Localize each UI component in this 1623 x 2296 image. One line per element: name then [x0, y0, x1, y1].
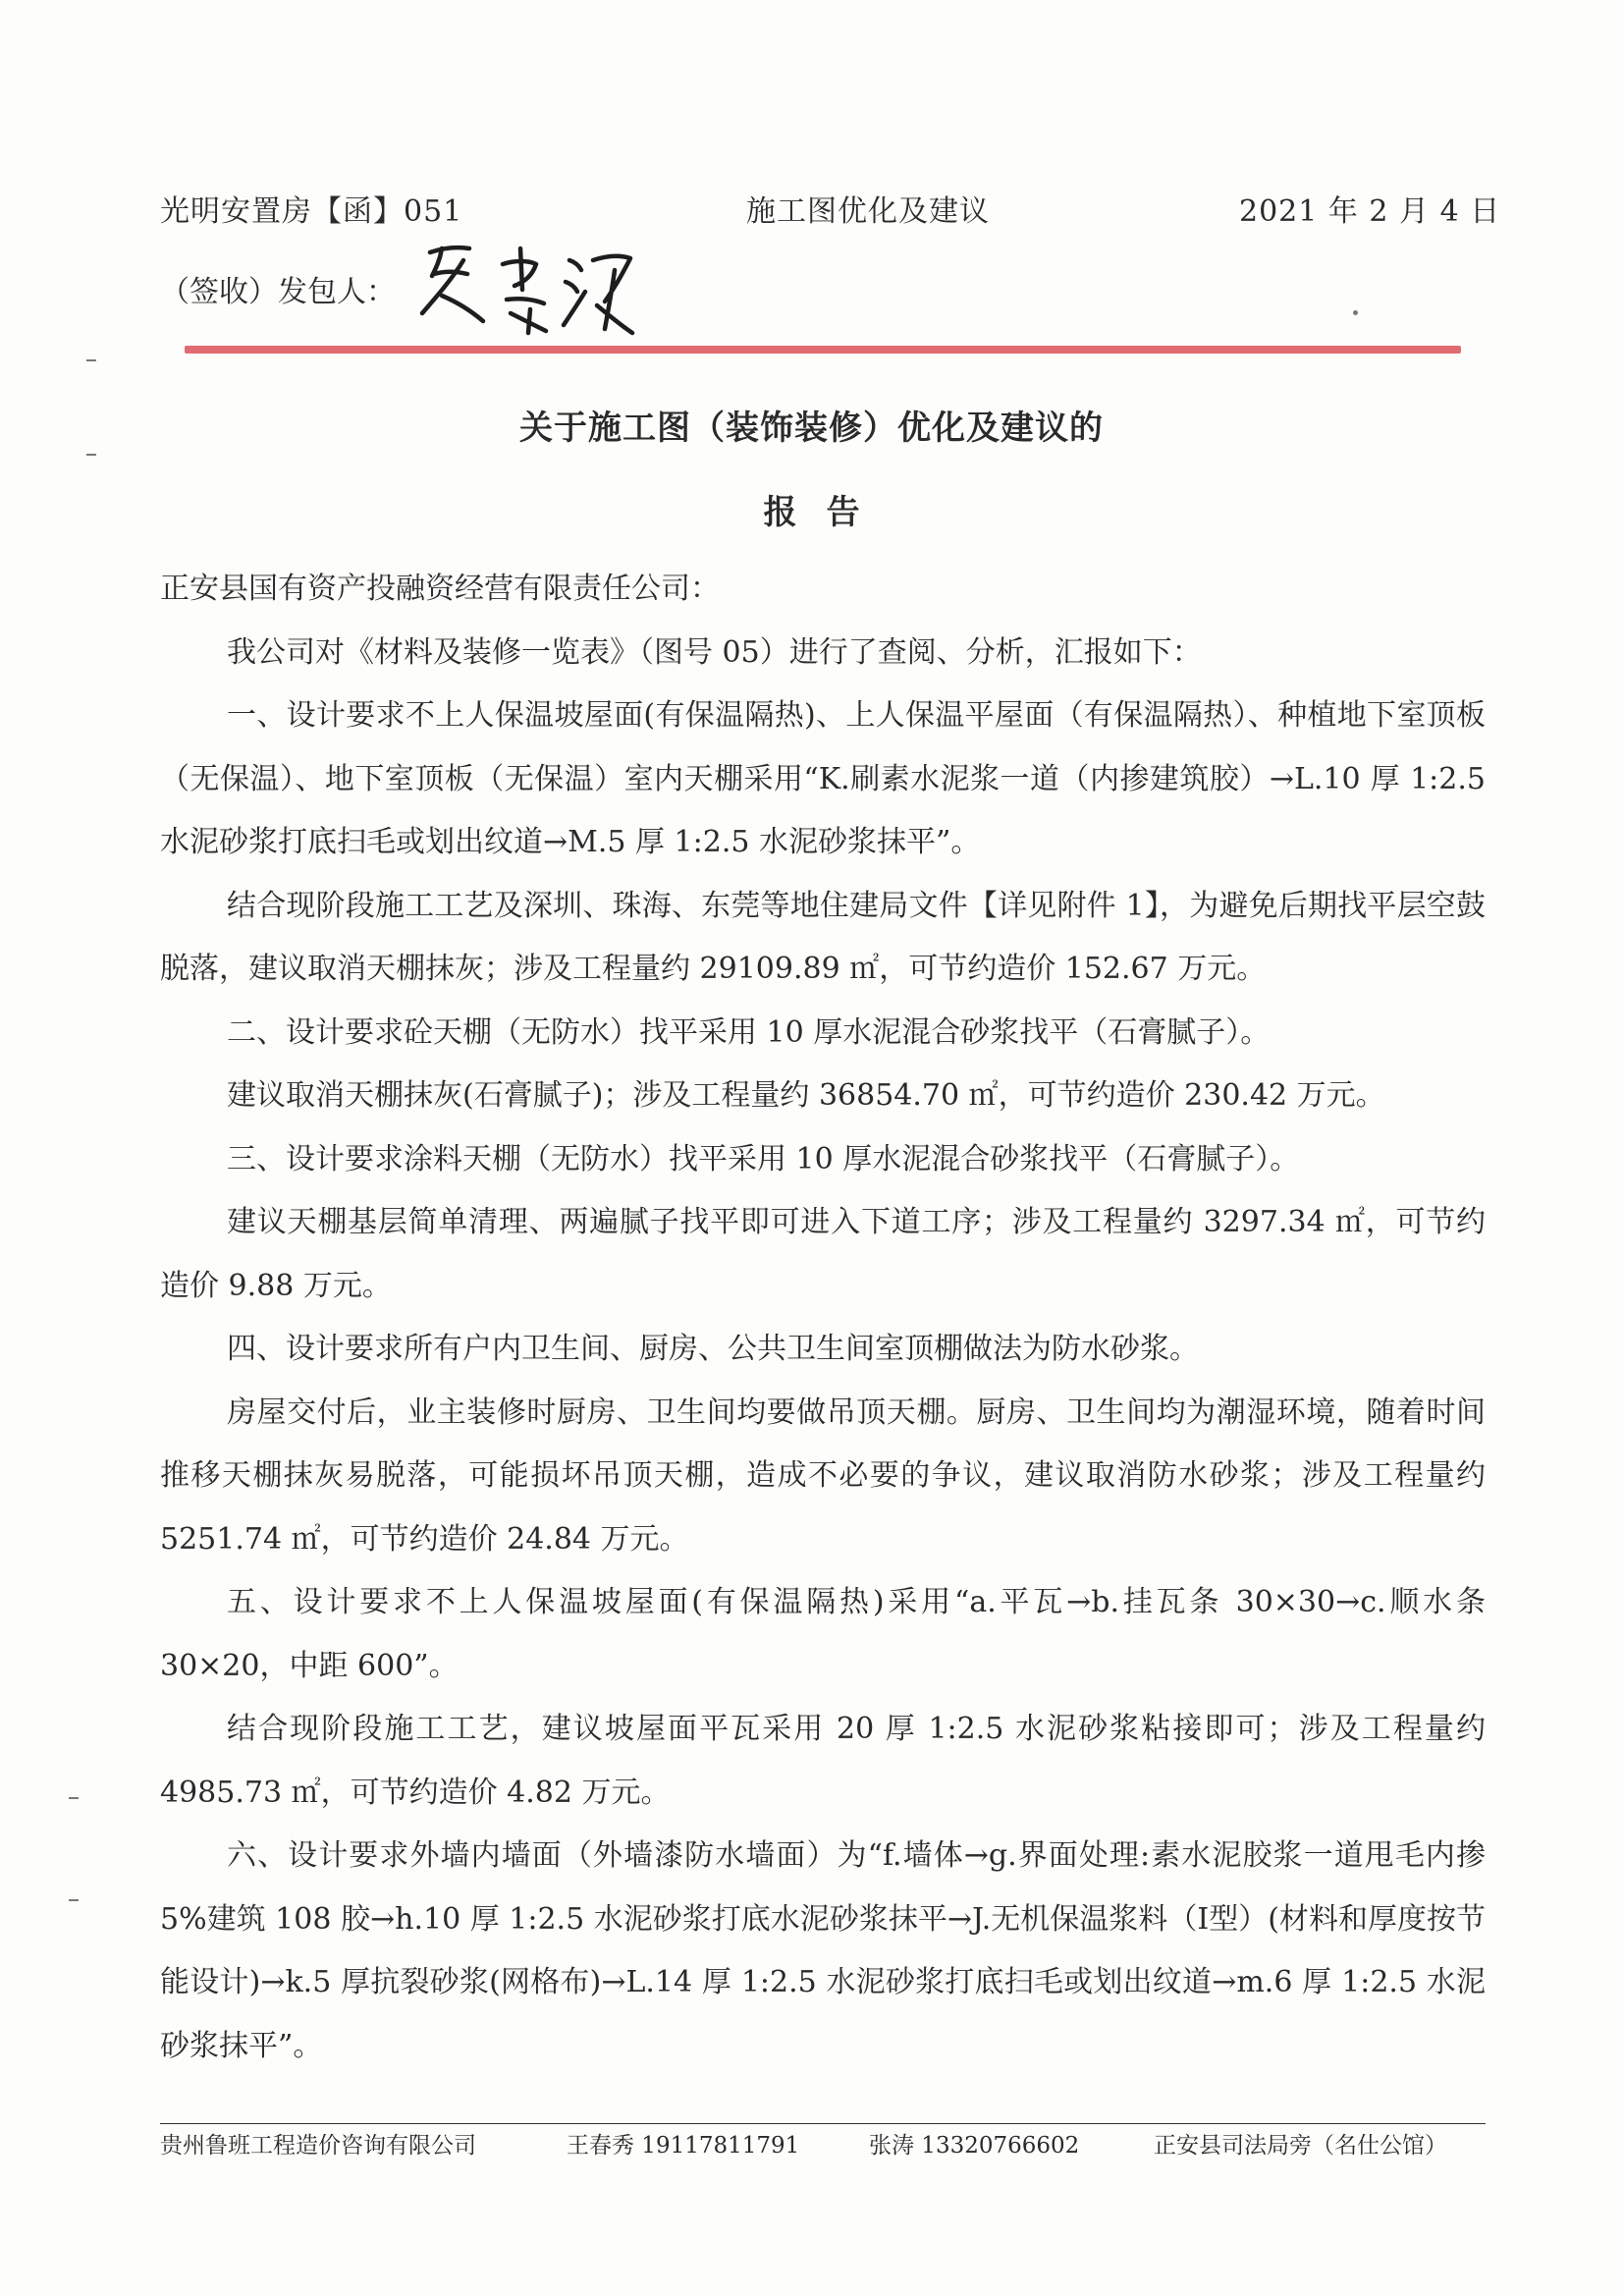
paragraph: 我公司对《材料及装修一览表》（图号 05）进行了查阅、分析，汇报如下： [227, 634, 1202, 670]
paragraph: 五、设计要求不上人保温坡屋面(有保温隔热)采用“a.平瓦→b.挂瓦条 30×30→c.顺水条 30×20，中距 600”。 [160, 1585, 1486, 1683]
scan-mark [69, 1797, 79, 1799]
report-body [160, 558, 1486, 2078]
paragraph: 三、设计要求涂料天棚（无防水）找平采用 10 厚水泥混合砂浆找平（石膏腻子）。 [227, 1141, 1300, 1176]
report-title-sub: 报告 [763, 493, 890, 532]
paragraph: 结合现阶段施工工艺，建议坡屋面平瓦采用 20 厚 1:2.5 水泥砂浆粘接即可；涉及工程量约 4985.73 ㎡，可节约造价 4.82 万元。 [160, 1712, 1486, 1810]
addressee: 正安县国有资产投融资经营有限责任公司： [160, 572, 720, 606]
paragraph: 建议取消天棚抹灰(石膏腻子)；涉及工程量约 36854.70 ㎡，可节约造价 230.42 万元。 [227, 1078, 1385, 1113]
paragraph: 六、设计要求外墙内墙面（外墙漆防水墙面）为“f.墙体→g.界面处理:素水泥胶浆一道甩毛内掺 5%建筑 108 胶→h.10 厚 1:2.5 水泥砂浆打底水泥砂浆抹平→J.无机保温浆料（Ⅰ型）(材料和厚度按节能设计)→k.5 厚抗裂砂浆(网格布)→L.14 厚 1:2.5 水泥砂浆打底扫毛或划出纹道→m.6 厚 1:2.5 水泥砂浆抹平”。 [160, 1838, 1486, 2063]
footer-address: 正安县司法局旁（名仕公馆） [1154, 2133, 1447, 2159]
report-title: 关于施工图（装饰装修）优化及建议的 [519, 409, 1104, 448]
scan-mark [69, 1899, 79, 1901]
red-divider [185, 346, 1461, 354]
footer-divider [160, 2123, 1486, 2124]
doc-date: 2021 年 2 月 4 日 [1239, 194, 1501, 229]
doc-subject: 施工图优化及建议 [746, 194, 990, 229]
footer-contact-1: 王春秀 19117811791 [567, 2133, 800, 2159]
paragraph: 结合现阶段施工工艺及深圳、珠海、东莞等地住建局文件【详见附件 1】，为避免后期找平层空鼓脱落，建议取消天棚抹灰；涉及工程量约 29109.89 ㎡，可节约造价 152.67 万元。 [160, 888, 1486, 986]
footer-contact-2: 张涛 13320766602 [869, 2133, 1080, 2159]
paragraph: 一、设计要求不上人保温坡屋面(有保温隔热)、上人保温平屋面（有保温隔热）、种植地下室顶板（无保温）、地下室顶板（无保温）室内天棚采用“K.刷素水泥浆一道（内掺建筑胶）→L.10 厚 1:2.5 水泥砂浆打底扫毛或划出纹道→M.5 厚 1:2.5 水泥砂浆抹平”。 [160, 698, 1486, 859]
paragraph: 建议天棚基层简单清理、两遍腻子找平即可进入下道工序；涉及工程量约 3297.34 ㎡，可节约造价 9.88 万元。 [160, 1205, 1486, 1303]
paragraph: 二、设计要求砼天棚（无防水）找平采用 10 厚水泥混合砂浆找平（石膏腻子）。 [227, 1014, 1271, 1050]
footer-company: 贵州鲁班工程造价咨询有限公司 [160, 2133, 476, 2159]
paragraph: 四、设计要求所有户内卫生间、厨房、公共卫生间室顶棚做法为防水砂浆。 [227, 1332, 1199, 1366]
doc-number: 光明安置房【函】051 [160, 194, 463, 229]
scan-mark [86, 359, 96, 361]
handwritten-signature [412, 231, 638, 344]
scan-mark [1353, 310, 1358, 315]
sign-label: （签收）发包人： [160, 275, 396, 309]
scan-mark [86, 454, 96, 456]
paragraph: 房屋交付后，业主装修时厨房、卫生间均要做吊顶天棚。厨房、卫生间均为潮湿环境，随着时间推移天棚抹灰易脱落，可能损坏吊顶天棚，造成不必要的争议，建议取消防水砂浆；涉及工程量约 5251.74 ㎡，可节约造价 24.84 万元。 [160, 1394, 1486, 1557]
